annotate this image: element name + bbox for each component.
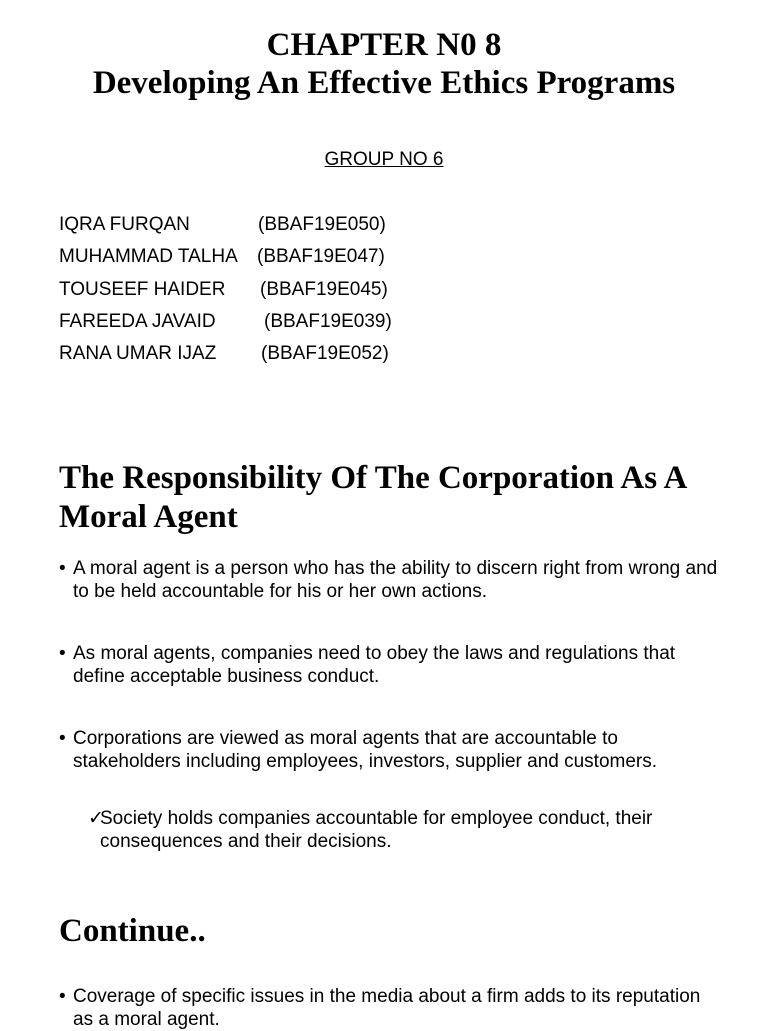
group-label-text: GROUP NO 6 [324,149,444,170]
member-id: (BBAF19E050) [258,214,386,235]
bullet-icon: • [59,986,66,1007]
member-row [59,342,459,366]
bullet-text: Corporations are viewed as moral agents that are accountable to stakeholders including employees, investors, supplier and customers. [73,728,658,772]
sub-bullet-text: Society holds companies accountable for employee conduct, their consequences and their decisions. [100,808,653,852]
bullet-item [59,985,719,1031]
checkmark-icon: ✓ [88,808,104,829]
bullet-text: A moral agent is a person who has the ability to discern right from wrong and to be held accountable for his or her own actions. [73,558,718,602]
sub-bullet-item [88,807,718,853]
bullet-item [59,727,719,773]
bullet-item [59,557,719,603]
group-label [0,149,768,171]
bullet-icon: • [59,558,66,579]
bullet-text: As moral agents, companies need to obey the laws and regulations that define acceptable business conduct. [73,643,676,687]
member-name: FAREEDA JAVAID [59,311,216,332]
member-row [59,245,459,269]
member-name: TOUSEEF HAIDER [59,279,226,300]
member-id: (BBAF19E052) [261,343,389,364]
bullet-icon: • [59,728,66,749]
member-id: (BBAF19E039) [264,311,392,332]
bullet-item [59,642,719,688]
section-heading: Continue.. [59,913,206,949]
bullet-icon: • [59,643,66,664]
member-id: (BBAF19E047) [257,246,385,267]
member-name: RANA UMAR IJAZ [59,343,217,364]
section-heading: The Responsibility Of The Corporation As A Moral Agent [59,460,686,535]
chapter-title: CHAPTER N0 8 [266,27,502,63]
member-name: IQRA FURQAN [59,214,190,235]
member-row [59,278,459,302]
member-row [59,310,459,334]
member-row [59,213,459,237]
member-id: (BBAF19E045) [260,279,388,300]
page-title: Developing An Effective Ethics Programs [92,65,676,101]
bullet-text: Coverage of specific issues in the media about a firm adds to its reputation as a moral agent. [73,986,701,1030]
member-name: MUHAMMAD TALHA [59,246,238,267]
